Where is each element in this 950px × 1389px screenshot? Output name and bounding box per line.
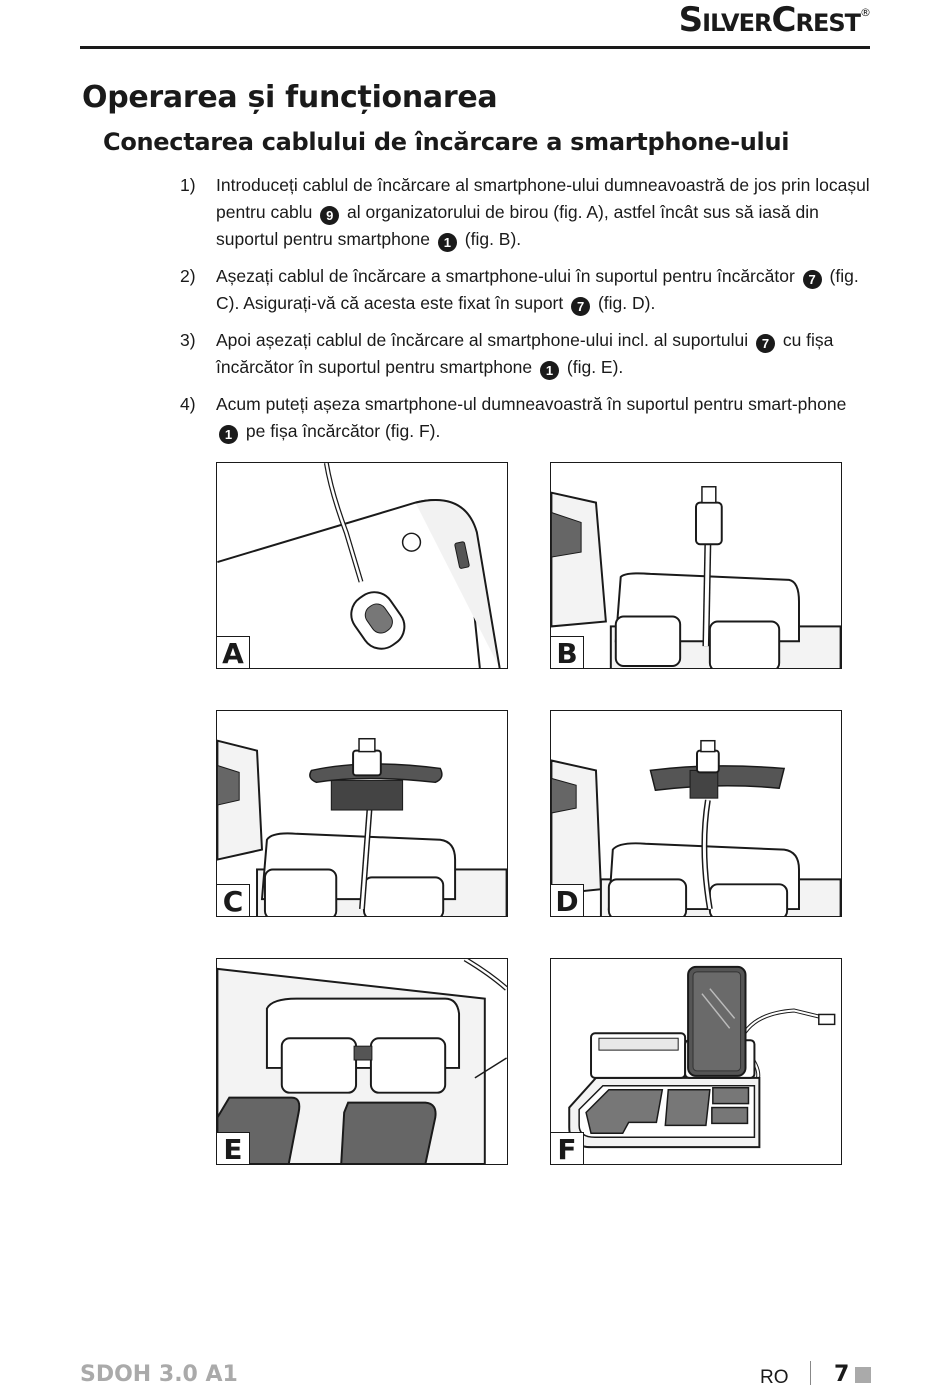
holder-inserted-in-phone-stand-icon: [217, 959, 507, 1164]
part-number-badge: 7: [571, 297, 590, 316]
step-number: 1): [180, 175, 196, 195]
footer-language: RO: [760, 1367, 789, 1388]
step-text: Acum puteți așeza smartphone-ul dumneavoastră în suportul pentru smart-phone 1 pe fișa încărcător (fig. F).: [216, 394, 847, 442]
registered-mark: ®: [860, 6, 870, 19]
phone-on-organizer-icon: [551, 959, 841, 1164]
part-number-badge: 1: [219, 425, 238, 444]
figure-c: [216, 710, 508, 917]
footer-divider: [810, 1361, 811, 1385]
step-number: 2): [180, 266, 196, 286]
figure-label: F: [550, 1132, 584, 1165]
figure-label: E: [216, 1132, 250, 1165]
figure-label: B: [550, 636, 584, 669]
step-text: Apoi așezați cablul de încărcare al smartphone-ului incl. al suportului 7 cu fișa încărcător în suportul pentru smartphone 1 (fig. E).: [216, 330, 834, 378]
step-item: [180, 391, 872, 445]
instruction-steps: [180, 172, 872, 455]
figure-label: C: [216, 884, 250, 917]
step-number: 3): [180, 330, 196, 350]
page-title: Operarea și funcționarea: [82, 80, 498, 115]
part-number-badge: 7: [756, 334, 775, 353]
figure-b: [550, 462, 842, 669]
step-item: [180, 327, 872, 381]
step-number: 4): [180, 394, 196, 414]
figure-e: [216, 958, 508, 1165]
step-text: Introduceți cablul de încărcare al smartphone-ului dumneavoastră de jos prin locașul pentru cablu 9 al organizatorului de birou (fig. A), astfel încât sus să iasă din suportul pentru smartphone 1 (fig. B).: [216, 175, 870, 250]
figure-a: [216, 462, 508, 669]
figure-f: [550, 958, 842, 1165]
cable-through-phone-holder-icon: [551, 463, 841, 668]
part-number-badge: 7: [803, 270, 822, 289]
step-text: Așezați cablul de încărcare a smartphone-ului în suportul pentru încărcător 7 (fig. C). Asigurați-vă că acesta este fixat în suport 7 (fig. D).: [216, 266, 859, 314]
step-item: [180, 172, 872, 253]
figure-d: [550, 710, 842, 917]
charger-holder-on-cable-icon: [217, 711, 507, 916]
page-marker-square: [855, 1367, 871, 1383]
cable-fixed-in-holder-icon: [551, 711, 841, 916]
step-item: [180, 263, 872, 317]
header-rule: [80, 46, 870, 49]
figure-label: A: [216, 636, 250, 669]
part-number-badge: 1: [540, 361, 559, 380]
footer-model: SDOH 3.0 A1: [80, 1362, 238, 1387]
page-number: 7: [834, 1362, 850, 1387]
figure-label: D: [550, 884, 584, 917]
organizer-underside-cable-slot-icon: [217, 463, 507, 668]
part-number-badge: 9: [320, 206, 339, 225]
section-title: Conectarea cablului de încărcare a smartphone-ului: [103, 128, 790, 156]
part-number-badge: 1: [438, 233, 457, 252]
brand-logo: [679, 0, 870, 40]
brand-name: SilverCrest: [678, 0, 860, 40]
